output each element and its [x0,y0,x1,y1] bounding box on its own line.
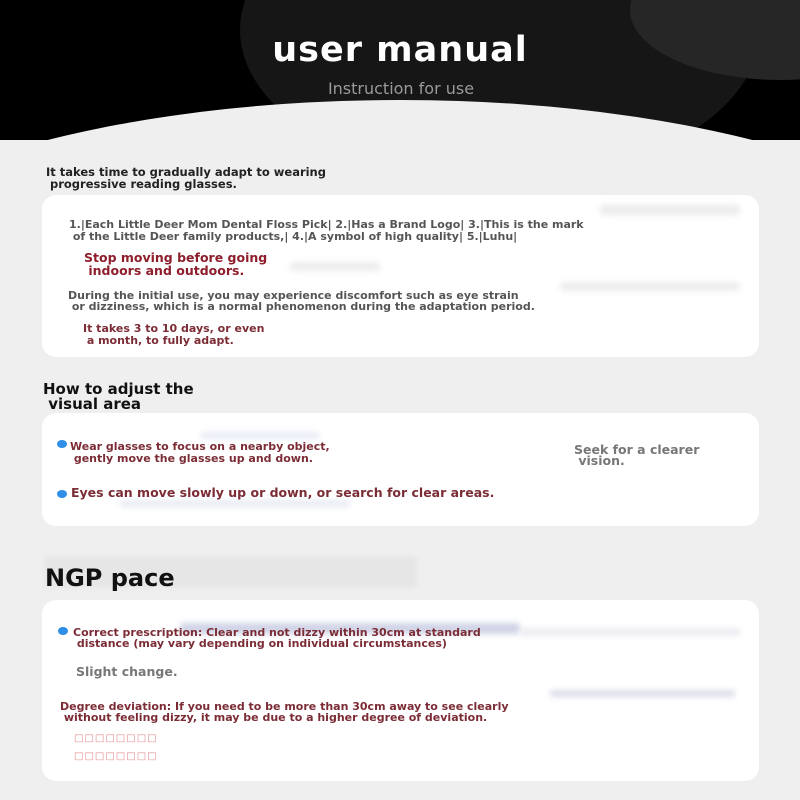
discomfort-text-line1: During the initial use, you may experience discomfort such as eye strain [68,289,519,302]
intro-text-line2: progressive reading glasses. [46,177,237,191]
blurred-text [290,262,380,271]
page-title: user manual [272,30,528,70]
degree-deviation-line2: without feeling dizzy, it may be due to a higher degree of deviation. [60,711,488,724]
brand-text-line1: 1.|Each Little Deer Mom Dental Floss Pick| 2.|Has a Brand Logo| 3.|This is the mark [69,218,584,231]
section-title-adjust: How to adjust the [43,380,194,398]
page-subtitle: Instruction for use [327,79,475,98]
placeholder-glyph-row2: □□□□□□□□ [74,751,158,762]
bullet-dot-icon [58,627,68,635]
blurred-text [550,690,735,697]
slight-change-text: Slight change. [76,664,178,679]
bullet-dot-icon [57,490,67,498]
brand-text-line2: of the Little Deer family products,| 4.|A symbol of high quality| 5.|Luhu| [69,230,518,243]
blurred-text [120,500,350,507]
intro-text-line1: It takes time to gradually adapt to wearing [46,165,326,179]
correct-prescription-line2: distance (may vary depending on individual circumstances) [73,637,447,650]
section-title-ngp: NGP pace [45,564,175,592]
bullet-dot-icon [57,440,67,448]
degree-deviation-line1: Degree deviation: If you need to be more than 30cm away to see clearly [60,700,509,713]
discomfort-text-line2: or dizziness, which is a normal phenomenon during the adaptation period. [68,300,535,313]
blurred-text [520,628,740,636]
header-banner [0,0,800,140]
stop-moving-line2: indoors and outdoors. [84,263,245,278]
adapt-time-line1: It takes 3 to 10 days, or even [83,322,265,335]
blurred-text [200,432,320,439]
blurred-text [560,282,740,291]
adjust-item1-line1: Wear glasses to focus on a nearby object, [70,440,330,453]
blurred-text [600,205,740,215]
adjust-item1-line2: gently move the glasses up and down. [70,452,313,465]
adapt-time-line2: a month, to fully adapt. [83,334,234,347]
seek-vision-line2: vision. [574,453,625,468]
visual-area-card [42,413,759,526]
correct-prescription-line1: Correct prescription: Clear and not dizzy within 30cm at standard [73,626,481,639]
stop-moving-line1: Stop moving before going [84,250,268,265]
placeholder-glyph-row1: □□□□□□□□ [74,733,158,744]
section-title-adjust-line2: visual area [43,395,142,413]
seek-vision-line1: Seek for a clearer [574,442,700,457]
adjust-item2: Eyes can move slowly up or down, or search for clear areas. [71,485,495,500]
